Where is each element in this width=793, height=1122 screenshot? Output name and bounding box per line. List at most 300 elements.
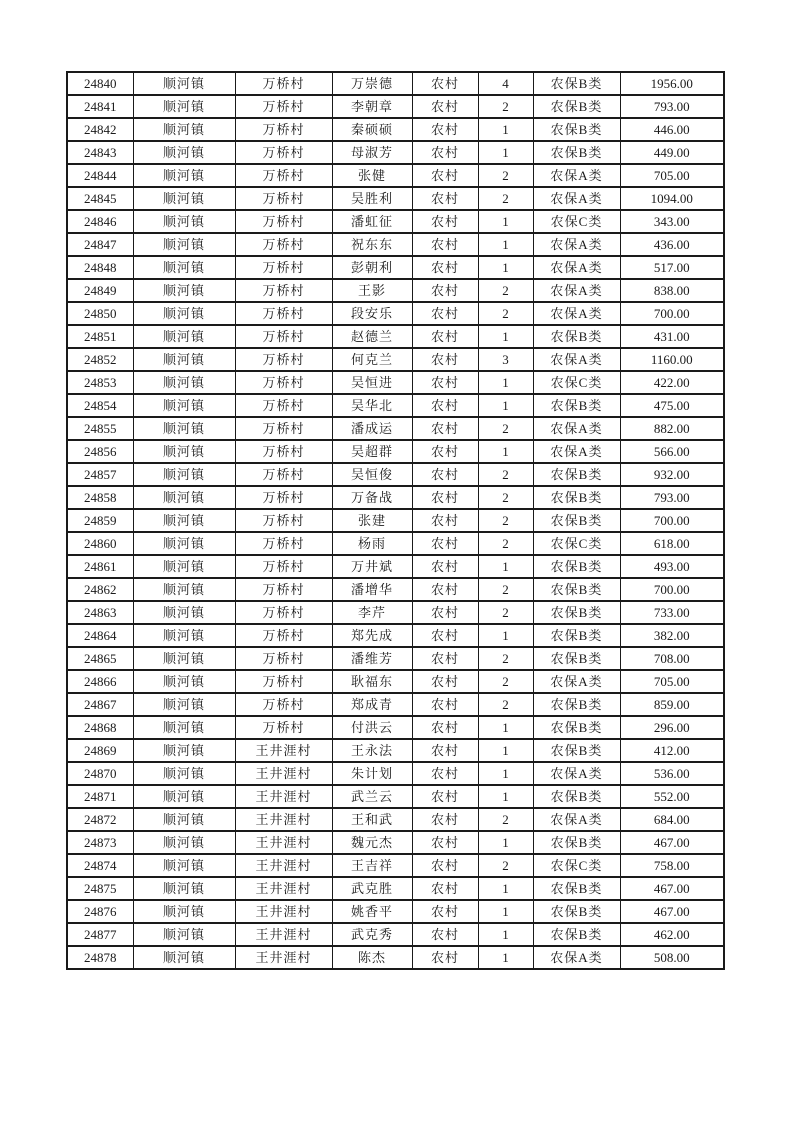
cell-person-name: 姚香平 [332,900,412,923]
cell-serial-number: 24871 [67,785,133,808]
cell-town: 顺河镇 [133,601,235,624]
cell-amount: 467.00 [620,877,724,900]
cell-person-name: 潘虹征 [332,210,412,233]
cell-insurance-category: 农保B类 [533,624,620,647]
table-row [67,854,724,877]
table-row [67,877,724,900]
cell-serial-number: 24873 [67,831,133,854]
cell-residence-type: 农村 [412,716,478,739]
cell-insurance-category: 农保B类 [533,647,620,670]
cell-insurance-category: 农保A类 [533,670,620,693]
cell-insurance-category: 农保B类 [533,601,620,624]
cell-person-count: 2 [478,486,533,509]
cell-town: 顺河镇 [133,371,235,394]
cell-serial-number: 24848 [67,256,133,279]
cell-person-count: 2 [478,693,533,716]
cell-insurance-category: 农保B类 [533,486,620,509]
table-row [67,325,724,348]
cell-amount: 793.00 [620,486,724,509]
cell-town: 顺河镇 [133,302,235,325]
cell-serial-number: 24862 [67,578,133,601]
cell-person-name: 吴超群 [332,440,412,463]
cell-serial-number: 24872 [67,808,133,831]
cell-insurance-category: 农保B类 [533,141,620,164]
cell-residence-type: 农村 [412,72,478,95]
cell-village: 万桥村 [235,233,332,256]
cell-person-name: 万井斌 [332,555,412,578]
table-row [67,394,724,417]
table-row [67,141,724,164]
cell-person-name: 杨雨 [332,532,412,555]
cell-residence-type: 农村 [412,624,478,647]
cell-town: 顺河镇 [133,762,235,785]
cell-insurance-category: 农保A类 [533,417,620,440]
cell-town: 顺河镇 [133,72,235,95]
cell-person-count: 2 [478,279,533,302]
cell-amount: 446.00 [620,118,724,141]
cell-residence-type: 农村 [412,95,478,118]
table-row [67,279,724,302]
cell-village: 万桥村 [235,440,332,463]
cell-residence-type: 农村 [412,532,478,555]
cell-person-name: 武兰云 [332,785,412,808]
cell-town: 顺河镇 [133,532,235,555]
cell-insurance-category: 农保B类 [533,555,620,578]
cell-village: 万桥村 [235,417,332,440]
cell-amount: 517.00 [620,256,724,279]
cell-person-name: 潘增华 [332,578,412,601]
cell-town: 顺河镇 [133,210,235,233]
cell-serial-number: 24856 [67,440,133,463]
cell-serial-number: 24875 [67,877,133,900]
cell-person-count: 1 [478,394,533,417]
cell-serial-number: 24869 [67,739,133,762]
cell-town: 顺河镇 [133,509,235,532]
cell-insurance-category: 农保A类 [533,233,620,256]
cell-residence-type: 农村 [412,233,478,256]
cell-residence-type: 农村 [412,900,478,923]
cell-village: 万桥村 [235,141,332,164]
cell-amount: 758.00 [620,854,724,877]
cell-person-count: 1 [478,118,533,141]
table-row [67,417,724,440]
cell-serial-number: 24867 [67,693,133,716]
table-row [67,670,724,693]
cell-amount: 700.00 [620,302,724,325]
cell-town: 顺河镇 [133,463,235,486]
cell-residence-type: 农村 [412,670,478,693]
table-row [67,624,724,647]
cell-person-count: 1 [478,739,533,762]
cell-town: 顺河镇 [133,348,235,371]
cell-village: 万桥村 [235,578,332,601]
cell-person-name: 王永法 [332,739,412,762]
cell-village: 万桥村 [235,394,332,417]
cell-serial-number: 24860 [67,532,133,555]
cell-person-name: 潘维芳 [332,647,412,670]
cell-person-count: 2 [478,601,533,624]
cell-village: 万桥村 [235,555,332,578]
cell-town: 顺河镇 [133,946,235,969]
cell-amount: 566.00 [620,440,724,463]
table-row [67,532,724,555]
cell-village: 万桥村 [235,624,332,647]
cell-town: 顺河镇 [133,808,235,831]
cell-person-name: 万崇德 [332,72,412,95]
cell-insurance-category: 农保B类 [533,394,620,417]
cell-serial-number: 24857 [67,463,133,486]
table-row [67,118,724,141]
cell-person-count: 2 [478,578,533,601]
cell-person-count: 2 [478,509,533,532]
cell-person-count: 1 [478,256,533,279]
cell-residence-type: 农村 [412,486,478,509]
table-row [67,900,724,923]
cell-village: 万桥村 [235,72,332,95]
cell-person-count: 2 [478,532,533,555]
cell-person-name: 付洪云 [332,716,412,739]
table-row [67,95,724,118]
cell-insurance-category: 农保A类 [533,348,620,371]
table-row [67,601,724,624]
cell-insurance-category: 农保B类 [533,716,620,739]
cell-village: 万桥村 [235,279,332,302]
cell-insurance-category: 农保B类 [533,831,620,854]
cell-serial-number: 24843 [67,141,133,164]
table-row [67,785,724,808]
cell-amount: 552.00 [620,785,724,808]
cell-town: 顺河镇 [133,95,235,118]
cell-town: 顺河镇 [133,900,235,923]
cell-person-count: 2 [478,854,533,877]
cell-serial-number: 24849 [67,279,133,302]
cell-amount: 536.00 [620,762,724,785]
cell-serial-number: 24841 [67,95,133,118]
cell-serial-number: 24866 [67,670,133,693]
cell-person-name: 何克兰 [332,348,412,371]
cell-town: 顺河镇 [133,923,235,946]
cell-person-count: 2 [478,647,533,670]
cell-residence-type: 农村 [412,785,478,808]
cell-village: 王井涯村 [235,877,332,900]
cell-town: 顺河镇 [133,555,235,578]
cell-person-count: 2 [478,670,533,693]
table-row [67,808,724,831]
cell-insurance-category: 农保B类 [533,95,620,118]
cell-village: 万桥村 [235,693,332,716]
cell-person-name: 朱计划 [332,762,412,785]
cell-person-name: 郑成青 [332,693,412,716]
cell-person-name: 王和武 [332,808,412,831]
table-row [67,946,724,969]
cell-amount: 412.00 [620,739,724,762]
cell-person-name: 张健 [332,164,412,187]
cell-town: 顺河镇 [133,279,235,302]
cell-village: 万桥村 [235,210,332,233]
cell-amount: 296.00 [620,716,724,739]
cell-town: 顺河镇 [133,670,235,693]
cell-village: 王井涯村 [235,785,332,808]
cell-serial-number: 24877 [67,923,133,946]
cell-town: 顺河镇 [133,831,235,854]
table-row [67,716,724,739]
cell-village: 万桥村 [235,601,332,624]
cell-person-count: 2 [478,302,533,325]
cell-amount: 838.00 [620,279,724,302]
cell-residence-type: 农村 [412,440,478,463]
cell-amount: 793.00 [620,95,724,118]
cell-person-name: 母淑芳 [332,141,412,164]
cell-amount: 705.00 [620,164,724,187]
cell-amount: 733.00 [620,601,724,624]
cell-amount: 493.00 [620,555,724,578]
cell-residence-type: 农村 [412,578,478,601]
cell-village: 万桥村 [235,670,332,693]
cell-insurance-category: 农保B类 [533,785,620,808]
cell-town: 顺河镇 [133,578,235,601]
cell-insurance-category: 农保A类 [533,946,620,969]
cell-village: 王井涯村 [235,854,332,877]
cell-insurance-category: 农保B类 [533,72,620,95]
cell-residence-type: 农村 [412,762,478,785]
cell-village: 万桥村 [235,716,332,739]
cell-residence-type: 农村 [412,877,478,900]
cell-serial-number: 24853 [67,371,133,394]
cell-insurance-category: 农保A类 [533,808,620,831]
cell-person-count: 1 [478,900,533,923]
cell-insurance-category: 农保B类 [533,877,620,900]
cell-serial-number: 24878 [67,946,133,969]
cell-village: 万桥村 [235,371,332,394]
cell-insurance-category: 农保B类 [533,578,620,601]
cell-town: 顺河镇 [133,187,235,210]
cell-amount: 700.00 [620,509,724,532]
cell-amount: 618.00 [620,532,724,555]
cell-amount: 1094.00 [620,187,724,210]
cell-person-name: 祝东东 [332,233,412,256]
cell-amount: 932.00 [620,463,724,486]
cell-village: 万桥村 [235,187,332,210]
cell-amount: 508.00 [620,946,724,969]
cell-person-name: 吴恒进 [332,371,412,394]
cell-amount: 449.00 [620,141,724,164]
table-row [67,463,724,486]
table-row [67,72,724,95]
cell-serial-number: 24844 [67,164,133,187]
table-row [67,371,724,394]
cell-person-name: 赵德兰 [332,325,412,348]
cell-amount: 422.00 [620,371,724,394]
cell-village: 万桥村 [235,348,332,371]
cell-person-name: 武克胜 [332,877,412,900]
cell-village: 王井涯村 [235,739,332,762]
benefit-roster-table [66,71,725,970]
cell-person-count: 1 [478,210,533,233]
cell-person-name: 吴恒俊 [332,463,412,486]
cell-person-count: 2 [478,164,533,187]
cell-person-count: 1 [478,325,533,348]
table-row [67,348,724,371]
cell-insurance-category: 农保C类 [533,854,620,877]
cell-amount: 1160.00 [620,348,724,371]
cell-person-name: 李朝章 [332,95,412,118]
cell-town: 顺河镇 [133,739,235,762]
cell-village: 万桥村 [235,463,332,486]
cell-residence-type: 农村 [412,141,478,164]
cell-person-name: 彭朝利 [332,256,412,279]
cell-town: 顺河镇 [133,233,235,256]
cell-amount: 343.00 [620,210,724,233]
cell-residence-type: 农村 [412,509,478,532]
cell-amount: 467.00 [620,831,724,854]
cell-residence-type: 农村 [412,187,478,210]
cell-person-name: 魏元杰 [332,831,412,854]
cell-serial-number: 24868 [67,716,133,739]
cell-village: 万桥村 [235,486,332,509]
cell-insurance-category: 农保B类 [533,463,620,486]
cell-town: 顺河镇 [133,716,235,739]
cell-insurance-category: 农保A类 [533,302,620,325]
table-row [67,739,724,762]
cell-person-count: 1 [478,762,533,785]
cell-amount: 684.00 [620,808,724,831]
cell-serial-number: 24859 [67,509,133,532]
cell-person-count: 1 [478,624,533,647]
table-row [67,578,724,601]
cell-amount: 708.00 [620,647,724,670]
cell-village: 王井涯村 [235,923,332,946]
cell-town: 顺河镇 [133,647,235,670]
cell-residence-type: 农村 [412,946,478,969]
cell-person-count: 1 [478,141,533,164]
cell-person-count: 4 [478,72,533,95]
cell-insurance-category: 农保C类 [533,371,620,394]
cell-person-count: 1 [478,785,533,808]
cell-amount: 700.00 [620,578,724,601]
cell-village: 万桥村 [235,302,332,325]
cell-person-name: 段安乐 [332,302,412,325]
cell-person-name: 秦硕硕 [332,118,412,141]
cell-amount: 705.00 [620,670,724,693]
cell-person-name: 张建 [332,509,412,532]
cell-town: 顺河镇 [133,693,235,716]
table-row [67,210,724,233]
cell-person-count: 2 [478,463,533,486]
cell-serial-number: 24846 [67,210,133,233]
cell-serial-number: 24855 [67,417,133,440]
cell-residence-type: 农村 [412,808,478,831]
cell-insurance-category: 农保C类 [533,532,620,555]
table-row [67,302,724,325]
cell-village: 万桥村 [235,532,332,555]
cell-village: 王井涯村 [235,946,332,969]
cell-amount: 462.00 [620,923,724,946]
cell-residence-type: 农村 [412,647,478,670]
cell-village: 万桥村 [235,95,332,118]
cell-person-name: 王吉祥 [332,854,412,877]
cell-insurance-category: 农保B类 [533,509,620,532]
cell-person-count: 2 [478,417,533,440]
cell-serial-number: 24861 [67,555,133,578]
cell-person-name: 吴华北 [332,394,412,417]
table-row [67,187,724,210]
cell-serial-number: 24847 [67,233,133,256]
cell-amount: 436.00 [620,233,724,256]
table-row [67,440,724,463]
cell-residence-type: 农村 [412,279,478,302]
cell-serial-number: 24874 [67,854,133,877]
cell-person-count: 1 [478,440,533,463]
cell-residence-type: 农村 [412,394,478,417]
cell-amount: 475.00 [620,394,724,417]
cell-residence-type: 农村 [412,923,478,946]
cell-person-name: 潘成运 [332,417,412,440]
cell-serial-number: 24840 [67,72,133,95]
cell-village: 王井涯村 [235,762,332,785]
cell-insurance-category: 农保A类 [533,279,620,302]
cell-amount: 1956.00 [620,72,724,95]
cell-town: 顺河镇 [133,256,235,279]
cell-insurance-category: 农保B类 [533,923,620,946]
cell-person-name: 武克秀 [332,923,412,946]
cell-amount: 382.00 [620,624,724,647]
cell-insurance-category: 农保A类 [533,256,620,279]
cell-insurance-category: 农保B类 [533,325,620,348]
cell-village: 王井涯村 [235,831,332,854]
table-row [67,486,724,509]
cell-village: 万桥村 [235,256,332,279]
cell-insurance-category: 农保A类 [533,440,620,463]
cell-residence-type: 农村 [412,302,478,325]
cell-residence-type: 农村 [412,371,478,394]
cell-village: 万桥村 [235,164,332,187]
table-body [67,72,724,969]
cell-residence-type: 农村 [412,463,478,486]
table-row [67,555,724,578]
cell-town: 顺河镇 [133,854,235,877]
cell-residence-type: 农村 [412,854,478,877]
cell-person-name: 李芹 [332,601,412,624]
cell-person-count: 1 [478,716,533,739]
cell-person-count: 1 [478,946,533,969]
cell-person-count: 1 [478,923,533,946]
cell-person-count: 1 [478,371,533,394]
cell-residence-type: 农村 [412,325,478,348]
cell-serial-number: 24850 [67,302,133,325]
cell-amount: 882.00 [620,417,724,440]
cell-village: 王井涯村 [235,808,332,831]
cell-person-name: 万备战 [332,486,412,509]
cell-person-count: 3 [478,348,533,371]
cell-serial-number: 24852 [67,348,133,371]
cell-village: 王井涯村 [235,900,332,923]
cell-village: 万桥村 [235,325,332,348]
cell-serial-number: 24876 [67,900,133,923]
cell-residence-type: 农村 [412,555,478,578]
cell-town: 顺河镇 [133,118,235,141]
cell-serial-number: 24858 [67,486,133,509]
cell-serial-number: 24863 [67,601,133,624]
cell-person-count: 2 [478,95,533,118]
cell-residence-type: 农村 [412,210,478,233]
cell-insurance-category: 农保B类 [533,118,620,141]
cell-residence-type: 农村 [412,417,478,440]
cell-town: 顺河镇 [133,785,235,808]
cell-residence-type: 农村 [412,831,478,854]
cell-person-count: 1 [478,555,533,578]
cell-serial-number: 24842 [67,118,133,141]
table-row [67,164,724,187]
